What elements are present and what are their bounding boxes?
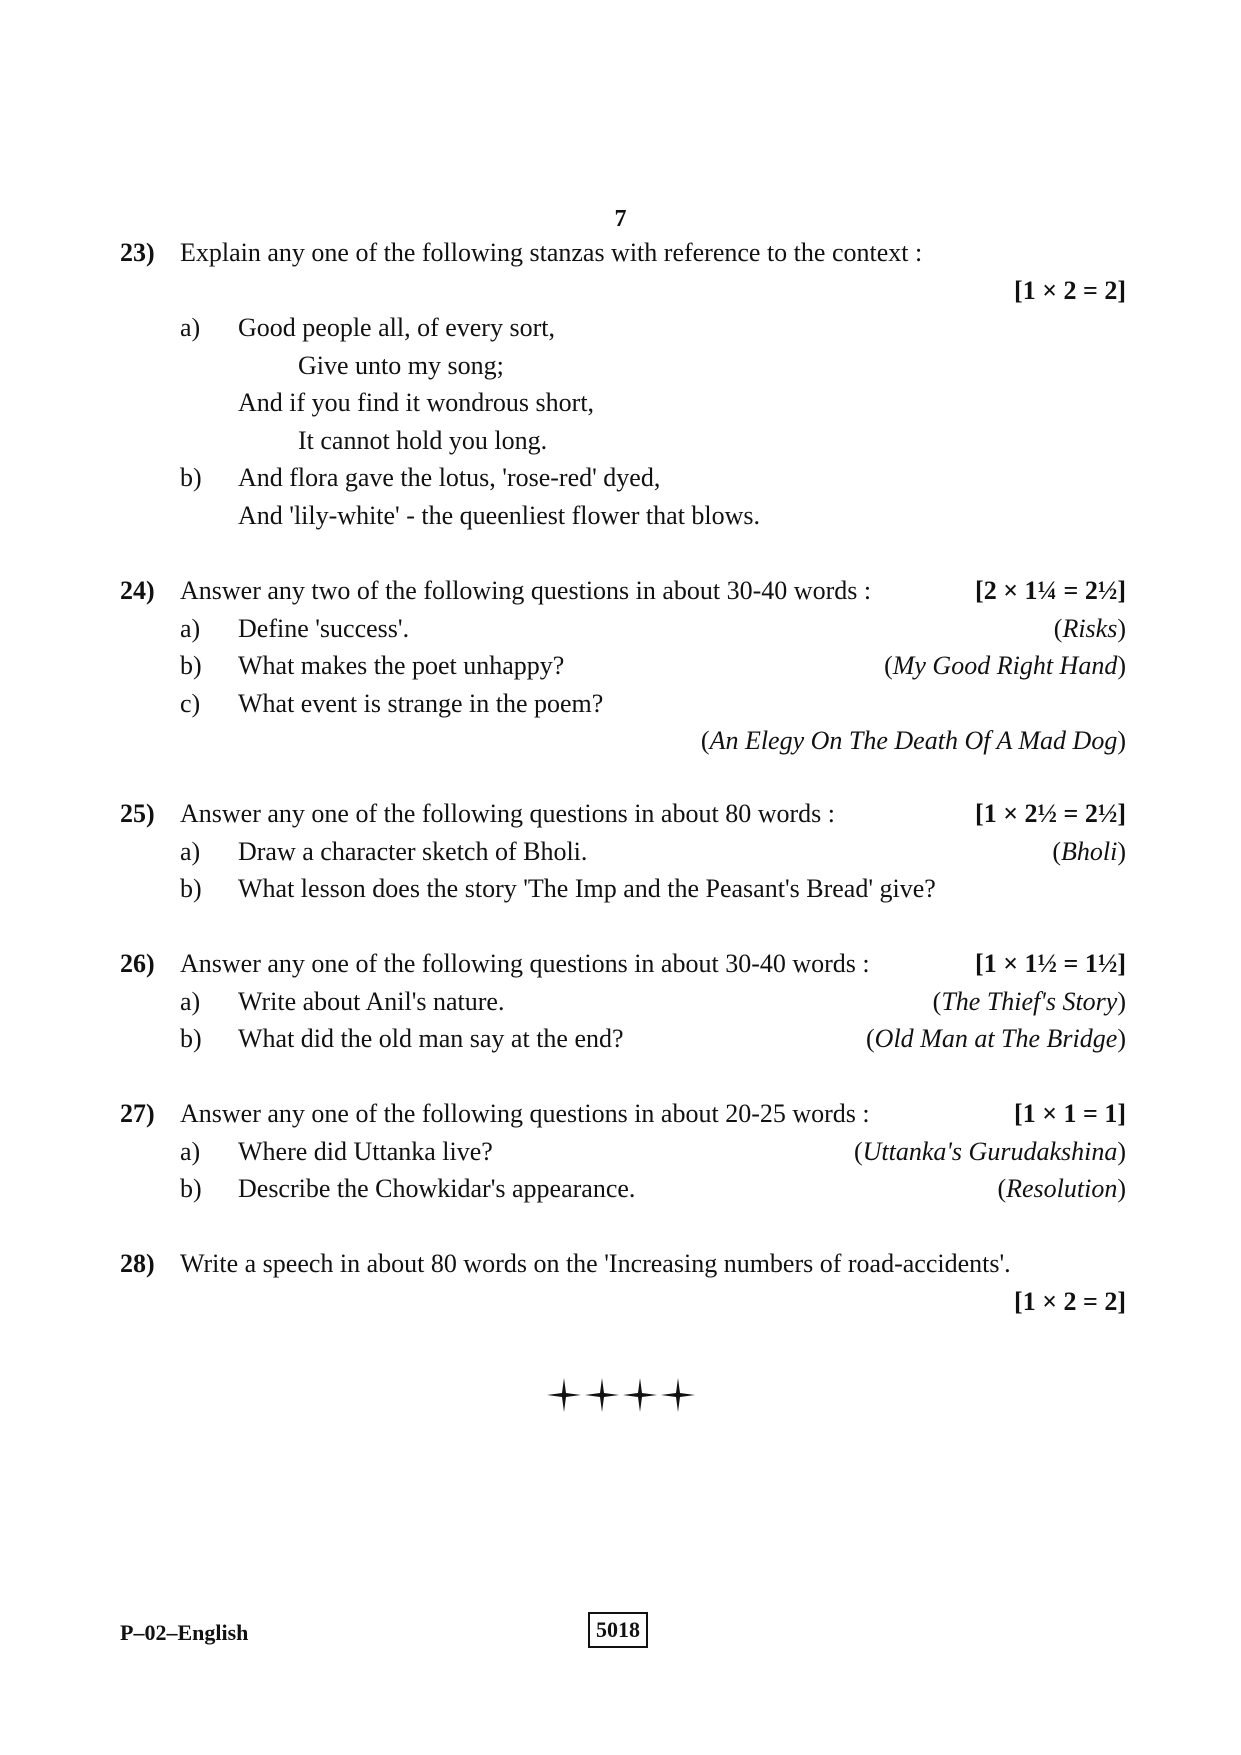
option-letter: a): [180, 836, 201, 866]
four-point-star-icon: [623, 1378, 657, 1412]
option-letter: b): [180, 1174, 202, 1203]
question-marks: [1 × 1½ = 1½]: [975, 949, 1126, 978]
question-text: Answer any one of the following questions in about 20-25 words :: [180, 1099, 870, 1128]
option-source: (My Good Right Hand): [884, 651, 1126, 680]
option-source: (Risks): [1053, 613, 1126, 643]
option-text: What makes the poet unhappy?: [238, 651, 565, 680]
option-letter: a): [180, 1136, 201, 1166]
option-letter: b): [180, 1024, 202, 1053]
question-number: 28): [120, 1249, 155, 1278]
question-marks: [1 × 2 = 2]: [1014, 275, 1126, 305]
question-text: Explain any one of the following stanzas with reference to the context :: [180, 238, 923, 267]
option-letter: c): [180, 688, 201, 718]
option-source: (Old Man at The Bridge): [866, 1024, 1126, 1053]
question-text: Answer any two of the following questions in about 30-40 words :: [180, 576, 872, 605]
option-text: Where did Uttanka live?: [238, 1136, 493, 1166]
question-number: 23): [120, 238, 155, 267]
option-letter: b): [180, 874, 202, 903]
option-letter: a): [180, 313, 201, 342]
question-text: Answer any one of the following questions in about 80 words :: [180, 799, 835, 828]
question-25: [120, 795, 1126, 908]
option-text: Draw a character sketch of Bholi.: [238, 836, 588, 866]
option-source: (Bholi): [1052, 836, 1126, 866]
stanza-line: And flora gave the lotus, 'rose-red' dyed,: [238, 463, 661, 492]
option-text: What lesson does the story 'The Imp and the Peasant's Bread' give?: [238, 874, 936, 903]
option-text: Describe the Chowkidar's appearance.: [238, 1174, 636, 1203]
stanza-line: It cannot hold you long.: [298, 425, 548, 455]
stanza-line: And 'lily-white' - the queenliest flower that blows.: [238, 500, 761, 530]
stanza-line: And if you find it wondrous short,: [238, 388, 595, 417]
stanza-line: Give unto my song;: [298, 350, 504, 380]
option-source: (An Elegy On The Death Of A Mad Dog): [700, 726, 1126, 755]
question-26: [120, 945, 1126, 1058]
question-27: [120, 1095, 1126, 1208]
option-text: Write about Anil's nature.: [238, 986, 505, 1016]
option-source: (The Thief's Story): [932, 986, 1126, 1016]
question-number: 26): [120, 949, 155, 978]
paper-number-box: 5018: [588, 1612, 648, 1648]
four-point-star-icon: [585, 1378, 619, 1412]
option-text: Define 'success'.: [238, 613, 410, 643]
option-text: What did the old man say at the end?: [238, 1024, 624, 1053]
question-marks: [1 × 2 = 2]: [1014, 1286, 1126, 1316]
end-ornament: [0, 1378, 1241, 1412]
question-text: Write a speech in about 80 words on the 'Increasing numbers of road-accidents'.: [180, 1249, 1011, 1278]
question-marks: [1 × 1 = 1]: [1014, 1099, 1126, 1128]
question-marks: [2 × 1¼ = 2½]: [975, 576, 1126, 605]
question-24: [120, 572, 1126, 760]
option-letter: a): [180, 986, 201, 1016]
stanza-line: Good people all, of every sort,: [238, 313, 555, 342]
option-source: (Resolution): [997, 1174, 1126, 1203]
question-number: 24): [120, 576, 155, 605]
option-letter: a): [180, 613, 201, 643]
question-23: [120, 234, 1126, 534]
question-number: 27): [120, 1099, 155, 1128]
question-28: [120, 1245, 1126, 1320]
four-point-star-icon: [547, 1378, 581, 1412]
question-marks: [1 × 2½ = 2½]: [975, 799, 1126, 828]
four-point-star-icon: [661, 1378, 695, 1412]
option-text: What event is strange in the poem?: [238, 688, 604, 718]
paper-code: P–02–English: [120, 1620, 249, 1645]
question-number: 25): [120, 799, 155, 828]
option-letter: b): [180, 651, 202, 680]
option-letter: b): [180, 463, 202, 492]
page-number: 7: [614, 206, 627, 232]
option-source: (Uttanka's Gurudakshina): [853, 1136, 1126, 1166]
question-text: Answer any one of the following questions in about 30-40 words :: [180, 949, 870, 978]
